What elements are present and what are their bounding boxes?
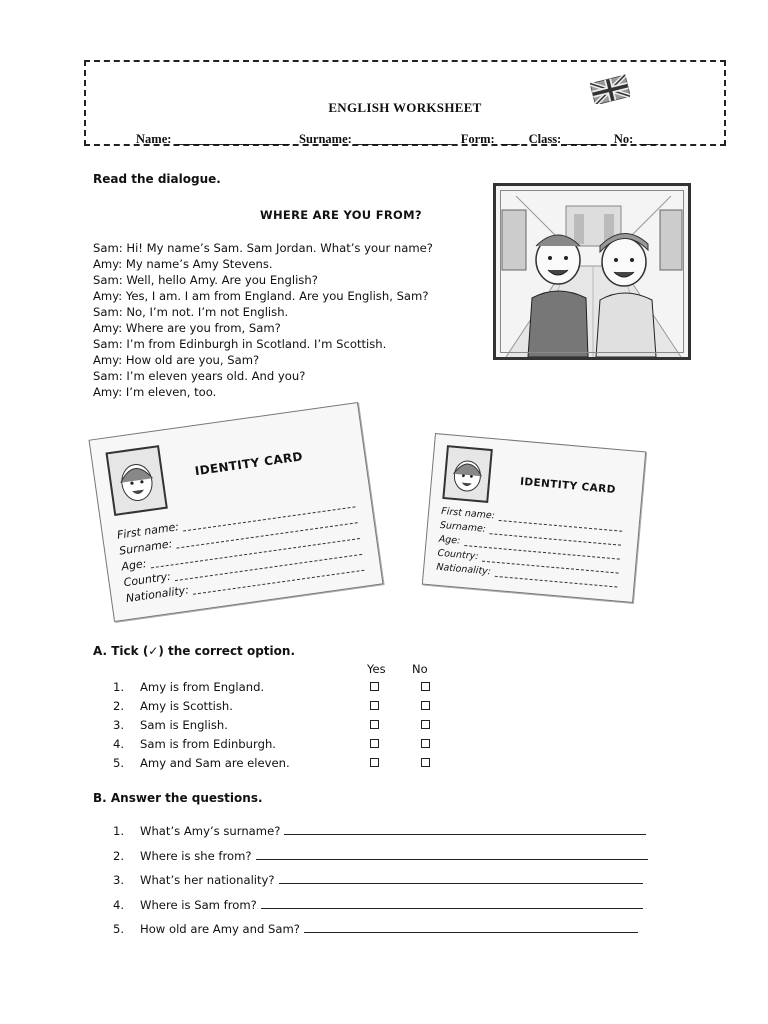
question-text: What’s Amy’s surname? xyxy=(140,824,281,838)
no-checkbox[interactable] xyxy=(421,739,430,748)
card-field-label: Surname: xyxy=(118,537,174,558)
form-field[interactable]: ___ xyxy=(500,132,520,146)
card-field-label: Country: xyxy=(122,569,172,590)
question-item xyxy=(113,897,648,922)
dialogue-line: Amy: Yes, I am. I am from England. Are you English, Sam? xyxy=(93,289,429,303)
class-label: Class: xyxy=(528,132,562,146)
yes-checkbox[interactable] xyxy=(370,720,379,729)
answer-line[interactable] xyxy=(284,823,646,835)
item-number: 5. xyxy=(113,756,125,770)
card-field-label: First name: xyxy=(440,505,496,522)
question-text: Where is Sam from? xyxy=(140,897,257,912)
question-text: What’s her nationality? xyxy=(140,873,275,887)
dialogue-line: Sam: Well, hello Amy. Are you English? xyxy=(93,273,318,287)
name-label: Name: xyxy=(136,132,172,146)
item-number: 1. xyxy=(113,680,125,694)
form-label: Form: xyxy=(460,132,495,146)
worksheet-title: ENGLISH WORKSHEET xyxy=(328,100,482,115)
card-field-label: Age: xyxy=(438,533,461,547)
question-number: 3. xyxy=(113,873,125,887)
card-field-label: Country: xyxy=(437,547,479,563)
tick-item xyxy=(113,680,443,699)
identity-card xyxy=(89,402,384,622)
question-text: How old are Amy and Sam? xyxy=(140,922,300,936)
number-field[interactable]: ___ xyxy=(639,132,659,146)
yes-checkbox[interactable] xyxy=(370,682,379,691)
question-item xyxy=(113,872,648,897)
two-girls-illustration xyxy=(496,186,688,357)
item-text: Amy is from England. xyxy=(140,680,265,694)
tick-item xyxy=(113,699,443,718)
dialogue-line: Amy: I’m eleven, too. xyxy=(93,385,217,399)
dialogue-line: Amy: My name’s Amy Stevens. xyxy=(93,257,273,271)
question-item xyxy=(113,921,648,946)
answer-line[interactable] xyxy=(256,848,648,860)
card-field-label: Nationality: xyxy=(435,561,492,578)
dialogue-line: Amy: Where are you from, Sam? xyxy=(93,321,281,335)
identity-card-fields xyxy=(116,494,365,607)
identity-card xyxy=(422,433,646,603)
question-list xyxy=(113,823,648,946)
dialogue-line: Sam: I’m from Edinburgh in Scotland. I’m Scottish. xyxy=(93,337,387,351)
identity-card-title: IDENTITY CARD xyxy=(193,449,304,479)
answer-line[interactable] xyxy=(279,872,643,884)
item-text: Amy is Scottish. xyxy=(140,699,233,713)
question-number: 4. xyxy=(113,897,125,912)
dialogue-line: Sam: Hi! My name’s Sam. Sam Jordan. What’s your name? xyxy=(93,241,433,255)
item-text: Sam is English. xyxy=(140,718,228,732)
no-column-header: No xyxy=(412,662,428,676)
item-number: 4. xyxy=(113,737,125,751)
union-jack-flag-icon xyxy=(590,74,630,104)
yes-checkbox[interactable] xyxy=(370,758,379,767)
dialogue-line: Sam: No, I’m not. I’m not English. xyxy=(93,305,289,319)
dialogue-title: WHERE ARE YOU FROM? xyxy=(260,208,422,222)
card-field-label: Nationality: xyxy=(125,583,190,606)
answer-line[interactable] xyxy=(304,921,638,933)
item-number: 3. xyxy=(113,718,125,732)
tick-list xyxy=(113,680,443,775)
yes-column-header: Yes xyxy=(367,662,386,676)
section-b-instruction: B. Answer the questions. xyxy=(93,791,263,805)
question-item xyxy=(113,823,648,848)
dialogue-line: Amy: How old are you, Sam? xyxy=(93,353,260,367)
question-number: 2. xyxy=(113,848,125,863)
name-field[interactable]: __________________ xyxy=(177,132,290,146)
girl-portrait-icon xyxy=(442,445,493,503)
girl-portrait-icon xyxy=(105,445,167,516)
answer-line[interactable] xyxy=(261,897,643,909)
identity-card-title: IDENTITY CARD xyxy=(519,475,617,496)
dialogue-line: Sam: I’m eleven years old. And you? xyxy=(93,369,306,383)
no-checkbox[interactable] xyxy=(421,720,430,729)
section-a-instruction: A. Tick (✓) the correct option. xyxy=(93,644,296,658)
question-number: 5. xyxy=(113,922,125,936)
question-number: 1. xyxy=(113,824,125,838)
reading-instruction: Read the dialogue. xyxy=(93,172,221,186)
card-field-label: Age: xyxy=(120,557,148,574)
no-checkbox[interactable] xyxy=(421,758,430,767)
card-field-label: Surname: xyxy=(439,519,487,535)
dialogue xyxy=(93,240,433,400)
no-checkbox[interactable] xyxy=(421,682,430,691)
tick-item xyxy=(113,718,443,737)
tick-item xyxy=(113,737,443,756)
no-checkbox[interactable] xyxy=(421,701,430,710)
corridor-illustration xyxy=(493,183,691,360)
yes-checkbox[interactable] xyxy=(370,701,379,710)
question-text: Where is she from? xyxy=(140,848,252,863)
item-text: Sam is from Edinburgh. xyxy=(140,737,276,751)
number-label: No: xyxy=(613,132,634,146)
card-field-label: First name: xyxy=(116,520,180,542)
item-number: 2. xyxy=(113,699,125,713)
student-info-fields xyxy=(136,132,664,147)
surname-field[interactable]: _______________ xyxy=(357,132,452,146)
question-item xyxy=(113,848,648,873)
card-field-line xyxy=(495,576,618,588)
class-field[interactable]: ______ xyxy=(567,132,605,146)
surname-label: Surname: xyxy=(299,132,352,146)
identity-card-fields xyxy=(436,505,623,591)
yes-checkbox[interactable] xyxy=(370,739,379,748)
item-text: Amy and Sam are eleven. xyxy=(140,756,290,770)
tick-item xyxy=(113,756,443,775)
